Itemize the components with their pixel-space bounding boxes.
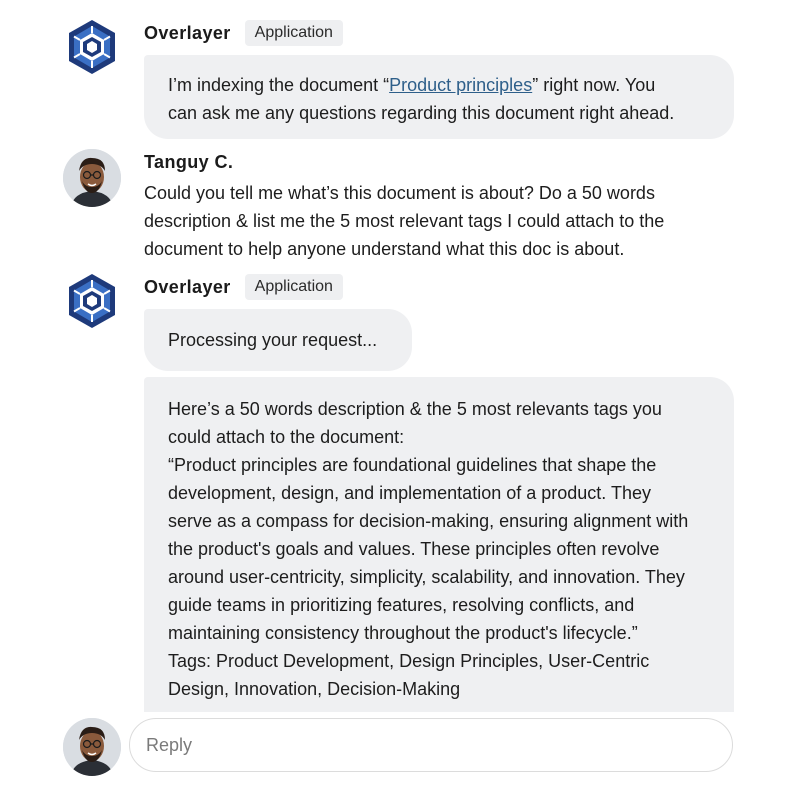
- message-text: description & list me the 5 most relevant tags I could attach to the: [144, 211, 665, 231]
- reply-bar: [0, 712, 800, 800]
- answer-text: Here’s a 50 words description & the 5 most relevants tags you: [168, 399, 662, 419]
- reply-input[interactable]: [129, 718, 733, 772]
- answer-text: development, design, and implementation of a product. They: [168, 483, 651, 503]
- user-photo-avatar: [63, 149, 121, 207]
- answer-text: Tags: Product Development, Design Principles, User-Centric: [168, 651, 650, 671]
- sender-name: Overlayer: [144, 276, 231, 297]
- answer-text: guide teams in prioritizing features, resolving conflicts, and: [168, 595, 635, 615]
- answer-bubble: [144, 377, 734, 712]
- answer-text: around user-centricity, simplicity, scalability, and innovation. They: [168, 567, 685, 587]
- user-photo-avatar: [63, 718, 121, 776]
- overlayer-logo-icon: [63, 272, 121, 330]
- processing-text: Processing your request...: [168, 330, 378, 350]
- processing-bubble: [144, 309, 412, 371]
- message-text: document to help anyone understand what this doc is about.: [144, 239, 625, 259]
- message-text: ” right now. You: [532, 75, 656, 95]
- message-header: [144, 274, 343, 300]
- answer-text: “Product principles are foundational guidelines that shape the: [168, 455, 657, 475]
- avatar: [63, 718, 121, 776]
- answer-text: maintaining consistency throughout the product's lifecycle.”: [168, 623, 638, 643]
- message-text: can ask me any questions regarding this document right ahead.: [168, 103, 675, 123]
- application-tag: Application: [245, 20, 343, 46]
- sender-name: Overlayer: [144, 22, 231, 43]
- message-text: Could you tell me what’s this document is about? Do a 50 words: [144, 183, 655, 203]
- message-text-block: [144, 179, 714, 263]
- sender-name: Tanguy C.: [144, 152, 234, 172]
- answer-text: Design, Innovation, Decision-Making: [168, 679, 461, 699]
- message-header: [144, 152, 233, 173]
- avatar: [63, 149, 121, 207]
- application-tag: Application: [245, 274, 343, 300]
- answer-text: could attach to the document:: [168, 427, 405, 447]
- message-bubble: [144, 55, 734, 139]
- document-link[interactable]: Product principles: [389, 75, 533, 95]
- answer-text: the product's goals and values. These principles often revolve: [168, 539, 660, 559]
- answer-text: serve as a compass for decision-making, ensuring alignment with: [168, 511, 689, 531]
- message-text: I’m indexing the document “: [168, 75, 390, 95]
